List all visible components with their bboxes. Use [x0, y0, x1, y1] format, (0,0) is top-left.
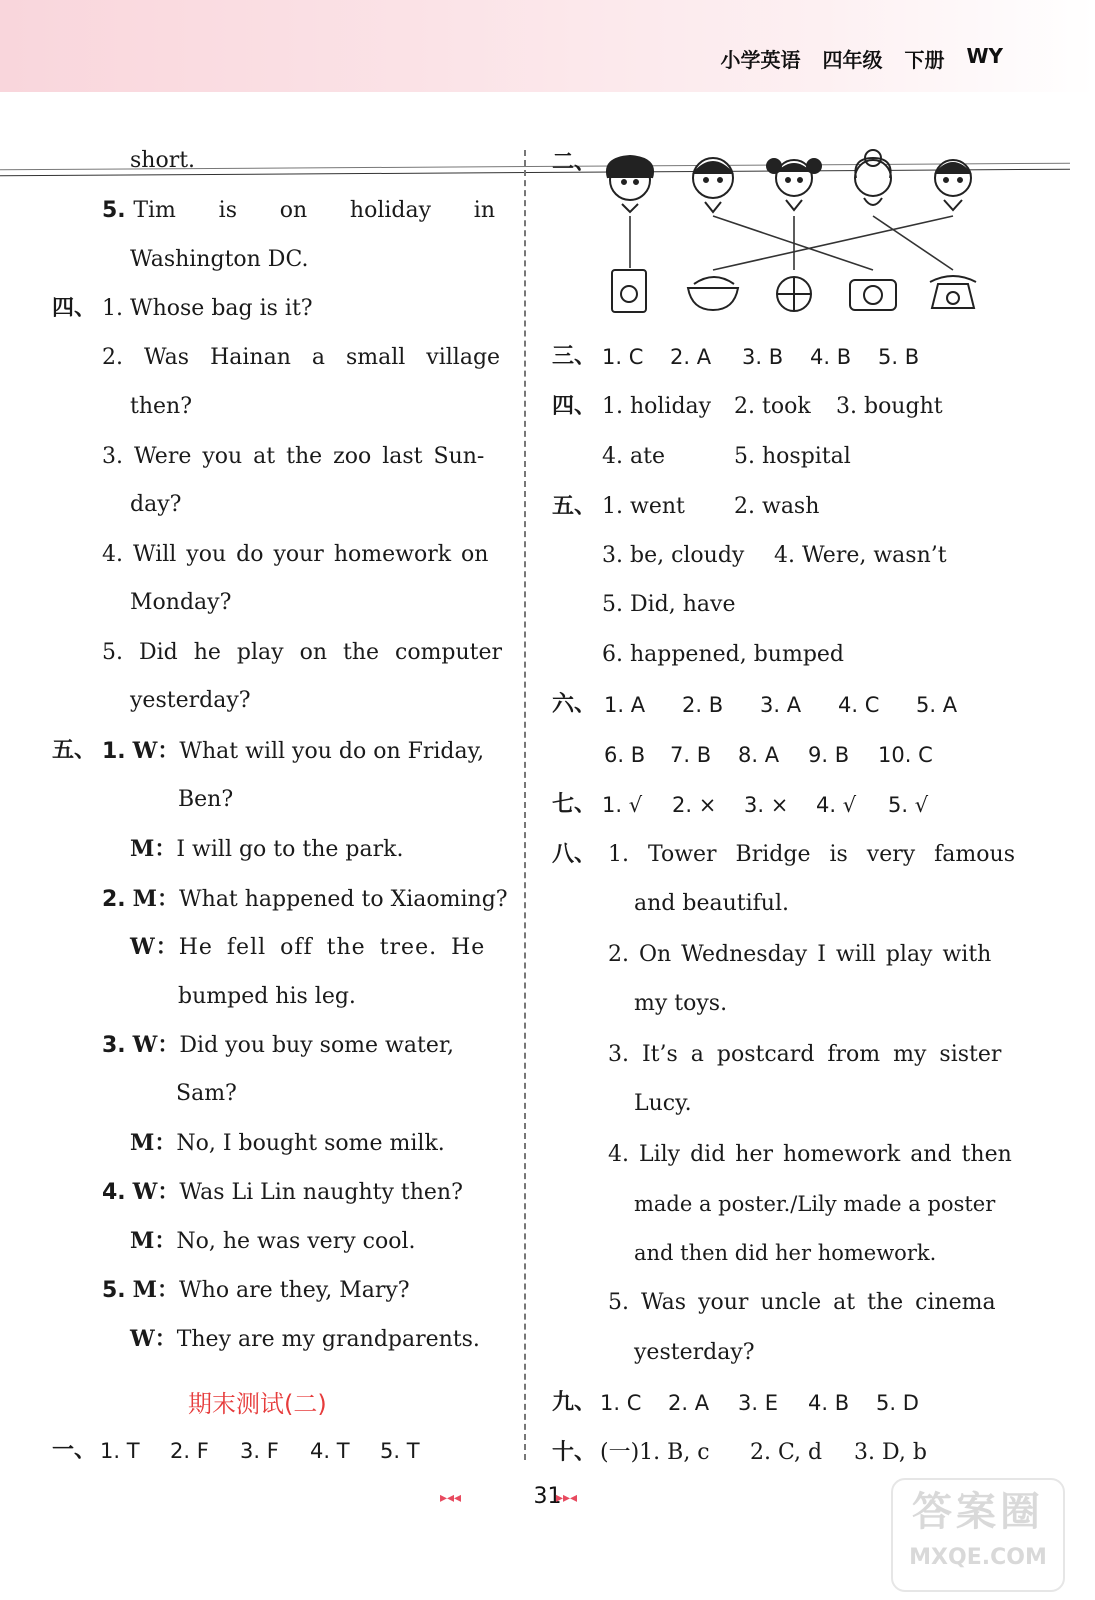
section-label: 四、 [552, 394, 597, 419]
answer-row: 1. C 2. A 3. E 4. B 5. D [600, 1391, 919, 1415]
postcard-icon [612, 270, 646, 312]
dialogue-line: Ben? [178, 787, 234, 812]
edition-label: WY [966, 44, 1003, 68]
girl-curly-icon [607, 156, 653, 212]
watermark-logo: 答案圈 MXQE.COM [891, 1478, 1065, 1592]
book-info [720, 44, 1003, 73]
answer-line: 5. Was your uncle at the cinema [608, 1290, 996, 1315]
dialogue-line: M：No, I bought some milk. [130, 1130, 445, 1156]
section-label: 一、 [52, 1438, 97, 1463]
page-number: 31 [533, 1484, 562, 1509]
answer-row: 6. B 7. B 8. A 9. B 10. C [604, 743, 933, 767]
answer-line: Lucy. [634, 1091, 692, 1116]
answer-line: 3. Were you at the zoo last Sun- [102, 444, 485, 469]
boy-icon [693, 158, 733, 212]
matching-illustration [598, 148, 998, 328]
volume-label: 下册 [904, 48, 945, 72]
answer-line: 5. Did he play on the computer [102, 640, 503, 665]
answer-line: Monday? [130, 590, 232, 615]
section-label: 十、 [552, 1440, 597, 1465]
dialogue-line: 3. W：Did you buy some water, [102, 1032, 454, 1058]
answer-line: short. [130, 148, 196, 173]
section-label: 四、 [52, 296, 97, 321]
answer-line: 6. happened, bumped [602, 642, 845, 667]
answer-line: yesterday? [130, 688, 251, 713]
dialogue-line: 2. M：What happened to Xiaoming? [102, 886, 508, 912]
answer-row: 1. C 2. A 3. B 4. B 5. B [602, 345, 920, 369]
camera-icon [850, 280, 896, 310]
answer-line: 2. Was Hainan a small village [102, 345, 501, 370]
answer-line: made a poster./Lily made a poster [634, 1192, 996, 1216]
dialogue-line: W：He fell off the tree. He [130, 934, 486, 960]
answer-line: 3. It’s a postcard from my sister [608, 1042, 1002, 1067]
answer-line: 2. On Wednesday I will play with [608, 942, 992, 967]
section-label: 八、 [552, 842, 597, 867]
noodles-icon [688, 277, 738, 310]
dialogue-line: Sam? [176, 1081, 237, 1106]
answer-line: 1. Tower Bridge is very famous [608, 842, 1015, 867]
grandmother-icon [855, 150, 891, 205]
answer-line: yesterday? [634, 1340, 755, 1365]
answer-line: day? [130, 492, 182, 517]
answer-row: 1. holiday 2. took 3. bought [602, 394, 943, 419]
answer-line: 5. Did, have [602, 592, 736, 617]
dialogue-line: bumped his leg. [178, 984, 356, 1009]
section-label: 二、 [552, 150, 597, 175]
telephone-icon [930, 276, 976, 308]
answer-line: 1. Whose bag is it? [102, 296, 313, 321]
dialogue-line: M：No, he was very cool. [130, 1228, 416, 1254]
section-label: 七、 [552, 792, 597, 817]
column-divider [524, 150, 526, 1460]
answer-line: and beautiful. [634, 891, 789, 916]
section-label: 九、 [552, 1390, 597, 1415]
prev-page-icon[interactable]: ▸◂◂ [440, 1490, 462, 1506]
man-icon [935, 160, 971, 210]
answer-row: 1. √ 2. × 3. × 4. √ 5. √ [602, 793, 929, 817]
next-page-icon[interactable]: ▸▸◂ [556, 1490, 578, 1506]
answer-line: my toys. [634, 991, 728, 1016]
answer-line: Washington DC. [130, 247, 309, 272]
basketball-icon [777, 277, 811, 311]
answer-row: 1. went 2. wash [602, 494, 820, 519]
dialogue-line: 4. W：Was Li Lin naughty then? [102, 1179, 463, 1205]
section-label: 五、 [52, 738, 97, 763]
section-label: 五、 [552, 494, 597, 519]
dialogue-line: 5. M：Who are they, Mary? [102, 1277, 410, 1303]
dialogue-line: 1. W：What will you do on Friday, [102, 738, 485, 764]
answer-row: 4. ate 5. hospital [602, 444, 851, 469]
dialogue-line: W：They are my grandparents. [130, 1326, 480, 1352]
section-label: 三、 [552, 344, 597, 369]
test-title: 期末测试(二) [188, 1390, 327, 1418]
answer-line: then? [130, 394, 192, 419]
answer-line: and then did her homework. [634, 1241, 937, 1265]
subject-label: 小学英语 [720, 48, 801, 72]
section-label: 六、 [552, 692, 597, 717]
grade-label: 四年级 [822, 48, 883, 72]
answer-row: (一)1. B, c 2. C, d 3. D, b [600, 1440, 927, 1465]
answer-line: 4. Lily did her homework and then [608, 1142, 1012, 1167]
matching-lines [630, 216, 953, 270]
answer-row: 1. A 2. B 3. A 4. C 5. A [604, 693, 958, 717]
answer-line: 5. Tim is on holiday in [102, 198, 495, 223]
answer-line: 4. Will you do your homework on [102, 542, 489, 567]
dialogue-line: M：I will go to the park. [130, 836, 404, 862]
answer-row: 1. T 2. F 3. F 4. T 5. T [100, 1439, 420, 1463]
answer-row: 3. be, cloudy 4. Were, wasn’t [602, 543, 947, 568]
girl-pigtails-icon [767, 159, 821, 210]
